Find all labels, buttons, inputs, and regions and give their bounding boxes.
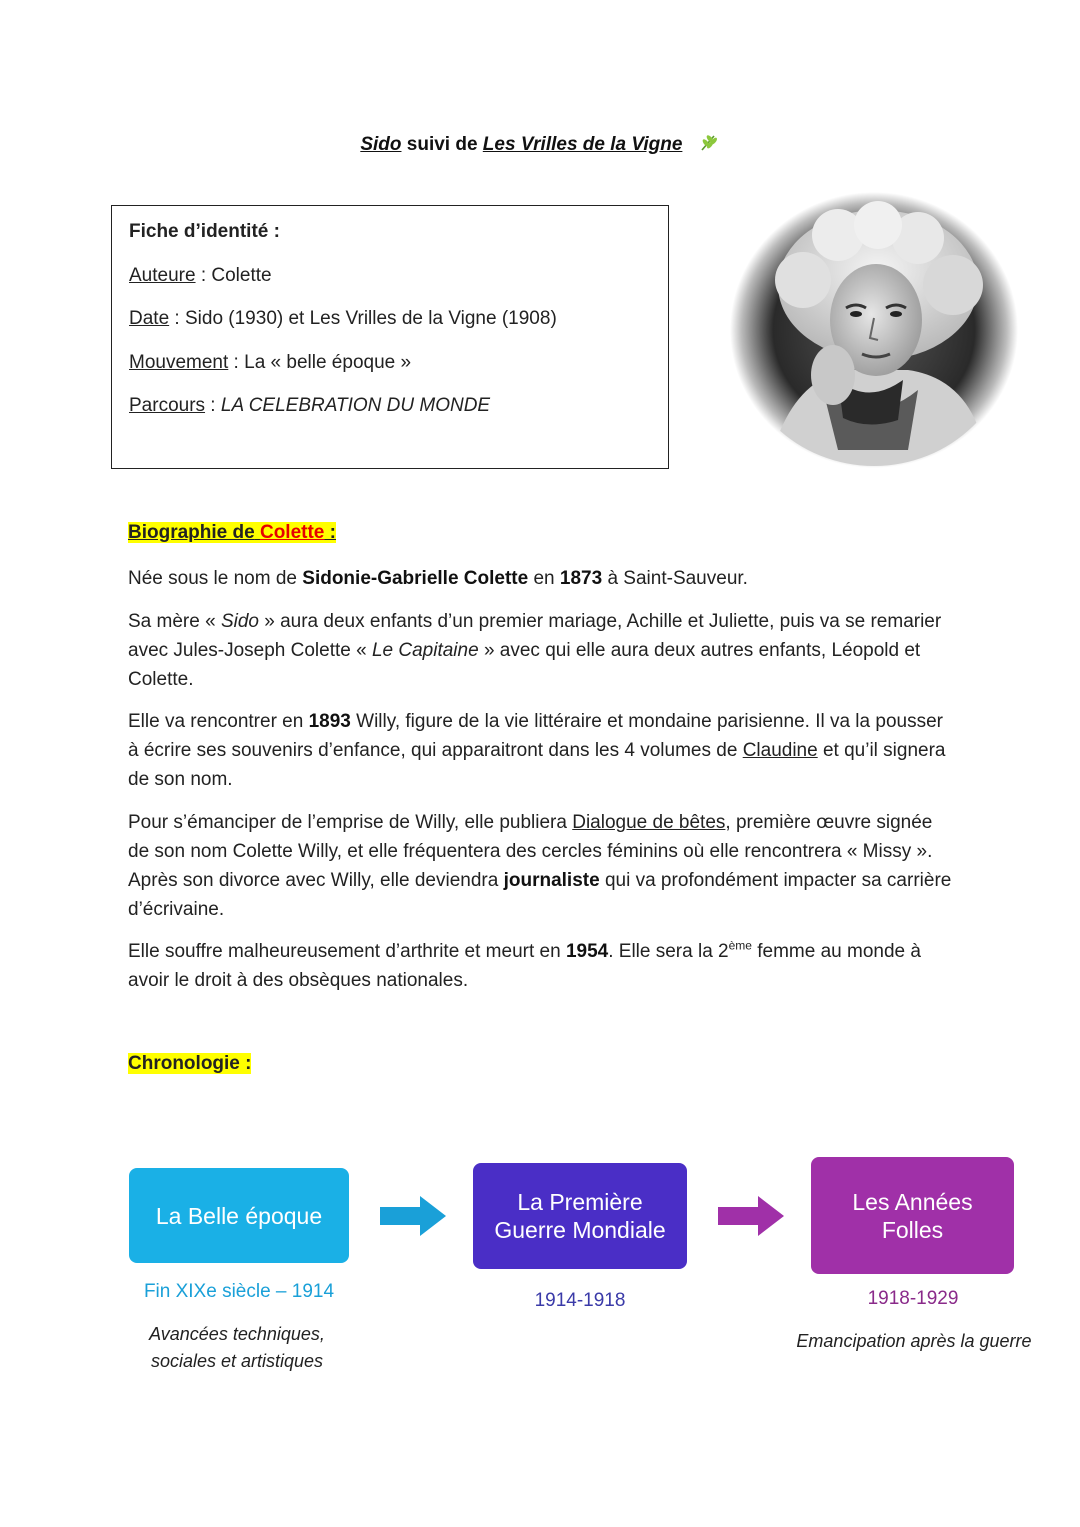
date-label: Date bbox=[129, 308, 170, 329]
bio-p3-text: et qu’il signera de son nom. bbox=[128, 740, 946, 790]
title-work-sido: Sido bbox=[360, 134, 402, 156]
author-label: Auteure bbox=[129, 264, 196, 286]
path-label: Parcours bbox=[129, 395, 206, 416]
bio-p1-text: à Saint-Sauveur. bbox=[602, 568, 748, 589]
bio-p4-journaliste: journaliste bbox=[503, 870, 600, 891]
separator: : bbox=[205, 395, 221, 416]
separator: : bbox=[169, 308, 185, 329]
bio-p1-text: Née sous le nom de bbox=[128, 568, 303, 589]
period-belle-epoque-dates: Fin XIXe siècle – 1914 bbox=[143, 1281, 335, 1302]
identity-movement bbox=[129, 351, 651, 395]
vine-leaf-icon bbox=[698, 131, 720, 159]
separator: : bbox=[228, 351, 245, 373]
identity-card-heading: Fiche d’identité : bbox=[129, 221, 280, 242]
period-belle-epoque bbox=[129, 1168, 349, 1263]
bio-p3-year: 1893 bbox=[308, 711, 351, 732]
period-annees-folles-label-2: Folles bbox=[881, 1216, 944, 1243]
bio-paragraph-2 bbox=[128, 607, 958, 694]
identity-card bbox=[111, 205, 669, 469]
bio-p3-claudine: Claudine bbox=[742, 740, 818, 761]
bio-p5-text: Elle souffre malheureusement d’arthrite et meurt en bbox=[128, 941, 566, 962]
author-value: Colette bbox=[211, 264, 272, 286]
note-line-1: Avancées techniques, bbox=[149, 1324, 325, 1344]
bio-p4-text: Pour s’émanciper de l’emprise de Willy, elle publiera bbox=[128, 812, 573, 833]
period-annees-folles-label-1: Les Années bbox=[852, 1188, 973, 1215]
bio-p1-text: en bbox=[528, 568, 560, 589]
period-belle-epoque-note bbox=[117, 1321, 357, 1375]
movement-label: Mouvement bbox=[129, 351, 229, 373]
biography-heading-suffix: : bbox=[324, 522, 336, 543]
arrow-right-icon bbox=[380, 1196, 446, 1236]
bio-p4-text: , première œuvre signée de son nom Colette Willy, et elle fréquentera des cercles féminins où elle rencontrera « Missy ». Après son divorce avec Willy, elle deviendra bbox=[128, 812, 933, 891]
title-work-vrilles: Les Vrilles de la Vigne bbox=[482, 134, 683, 156]
bio-p2-text: » aura deux enfants d’un premier mariage, Achille et Juliette, puis va se remarier avec Jules-Joseph Colette « bbox=[128, 611, 942, 661]
bio-p2-text: Sa mère « bbox=[128, 611, 221, 632]
identity-author bbox=[129, 264, 651, 308]
bio-p1-name: Sidonie-Gabrielle Colette bbox=[302, 568, 529, 589]
bio-paragraph-5 bbox=[128, 937, 958, 995]
bio-paragraph-3 bbox=[128, 707, 958, 794]
bio-p4-dialogue: Dialogue de bêtes bbox=[572, 812, 726, 833]
author-portrait bbox=[728, 190, 1020, 470]
period-premiere-guerre-label-2: Guerre Mondiale bbox=[494, 1217, 666, 1243]
biography-heading-prefix: Biographie de bbox=[128, 522, 255, 543]
bio-p5-text: femme au monde à avoir le droit à des obsèques nationales. bbox=[128, 941, 921, 991]
title-connector: suivi de bbox=[406, 134, 478, 156]
bio-p2-text: » avec qui elle aura deux autres enfants, Léopold et Colette. bbox=[128, 640, 921, 690]
period-belle-epoque-label: La Belle époque bbox=[155, 1202, 323, 1229]
bio-p5-sup: ème bbox=[728, 938, 752, 953]
bio-p3-text: Willy, figure de la vie littéraire et mondaine parisienne. Il va la pousser à écrire ses souvenirs d’enfance, qui apparaitront dans les 4 volumes de bbox=[128, 711, 943, 761]
identity-path bbox=[129, 394, 651, 438]
bio-p5-text: . Elle sera la 2 bbox=[608, 941, 729, 962]
period-annees-folles-dates: 1918-1929 bbox=[867, 1288, 959, 1309]
period-premiere-guerre-label-1: La Première bbox=[517, 1189, 643, 1215]
period-annees-folles-note: Emancipation après la guerre bbox=[796, 1331, 1032, 1351]
path-value: LA CELEBRATION DU MONDE bbox=[220, 395, 491, 416]
bio-p2-sido: Sido bbox=[220, 611, 259, 632]
note-line-2: sociales et artistiques bbox=[150, 1351, 324, 1371]
biography-heading bbox=[128, 522, 336, 544]
bio-p2-capitaine: Le Capitaine bbox=[371, 640, 479, 661]
document-title bbox=[0, 131, 1080, 159]
separator: : bbox=[195, 264, 212, 286]
chronology-heading bbox=[128, 1053, 251, 1075]
period-premiere-guerre-dates: 1914-1918 bbox=[534, 1290, 626, 1311]
bio-p5-year: 1954 bbox=[565, 941, 609, 962]
bio-p1-year: 1873 bbox=[559, 568, 603, 589]
period-annees-folles bbox=[811, 1157, 1014, 1274]
chronology-heading-text: Chronologie : bbox=[128, 1053, 252, 1074]
bio-p4-text: qui va profondément impacter sa carrière d’écrivaine. bbox=[128, 870, 952, 920]
movement-value: La « belle époque » bbox=[244, 351, 412, 373]
date-value: Sido (1930) et Les Vrilles de la Vigne (1908) bbox=[184, 308, 557, 329]
arrow-right-icon bbox=[718, 1196, 784, 1236]
bio-p3-text: Elle va rencontrer en bbox=[128, 711, 309, 732]
identity-date bbox=[129, 307, 651, 351]
bio-paragraph-1 bbox=[128, 564, 958, 593]
bio-paragraph-4 bbox=[128, 808, 958, 924]
biography-heading-name: Colette bbox=[259, 522, 325, 543]
period-premiere-guerre bbox=[473, 1163, 687, 1269]
